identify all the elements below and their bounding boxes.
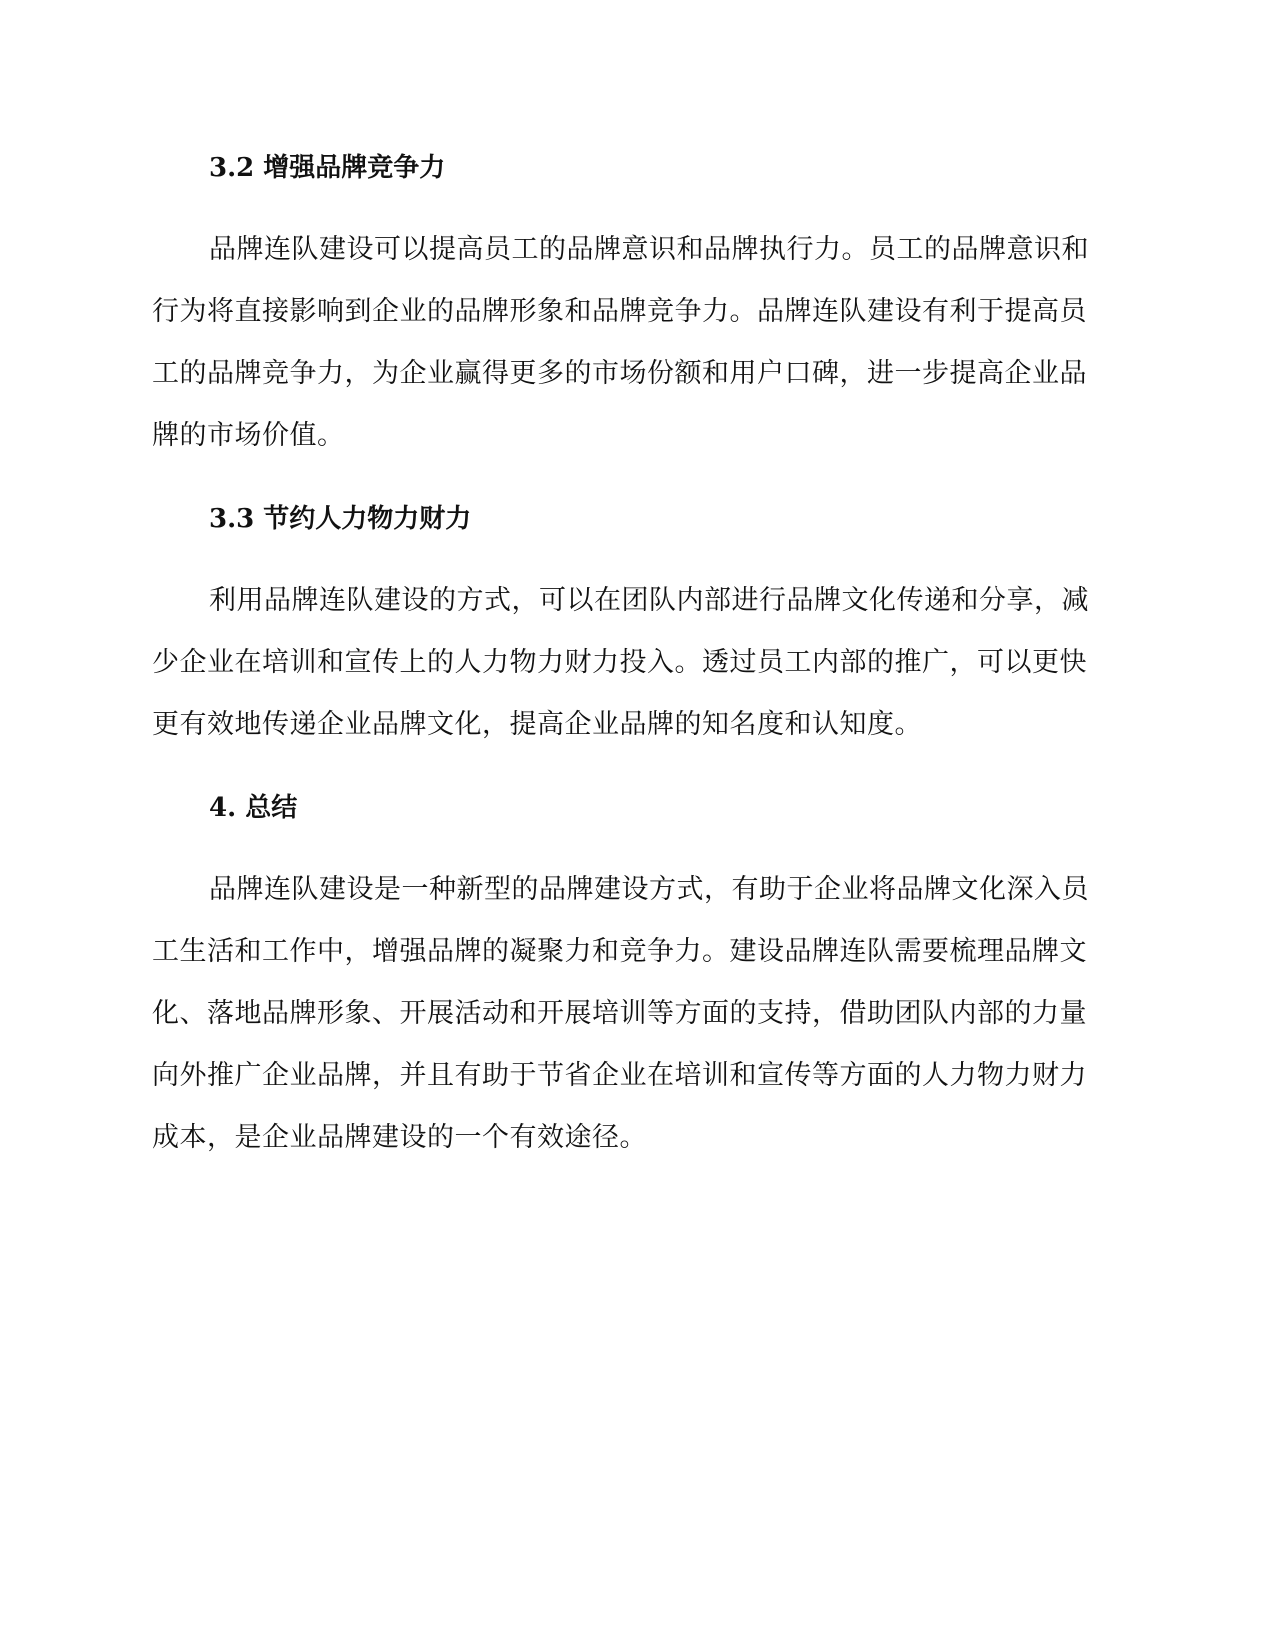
section-paragraph-3-2: 品牌连队建设可以提高员工的品牌意识和品牌执行力。员工的品牌意识和行为将直接影响到企业的品牌形象和品牌竞争力。品牌连队建设有利于提高员工的品牌竞争力，为企业赢得更多的市场份额和用户口碑，进一步提高企业品牌的市场价值。	[152, 234, 1089, 451]
section-heading-3-2: 3.2 增强品牌竞争力	[209, 153, 446, 183]
spacer	[152, 188, 1114, 219]
spacer	[152, 756, 1114, 788]
document-body	[152, 148, 1114, 1169]
spacer	[152, 828, 1114, 859]
section-paragraph-3-3: 利用品牌连队建设的方式，可以在团队内部进行品牌文化传递和分享，减少企业在培训和宣传上的人力物力财力投入。透过员工内部的推广，可以更快更有效地传递企业品牌文化，提高企业品牌的知名度和认知度。	[152, 585, 1089, 740]
spacer	[152, 539, 1114, 570]
spacer	[152, 467, 1114, 499]
section-heading-4: 4. 总结	[209, 793, 298, 823]
section-heading-3-3: 3.3 节约人力物力财力	[209, 504, 472, 534]
section-paragraph-4: 品牌连队建设是一种新型的品牌建设方式，有助于企业将品牌文化深入员工生活和工作中，增强品牌的凝聚力和竞争力。建设品牌连队需要梳理品牌文化、落地品牌形象、开展活动和开展培训等方面的支持，借助团队内部的力量向外推广企业品牌，并且有助于节省企业在培训和宣传等方面的人力物力财力成本，是企业品牌建设的一个有效途径。	[152, 874, 1089, 1153]
